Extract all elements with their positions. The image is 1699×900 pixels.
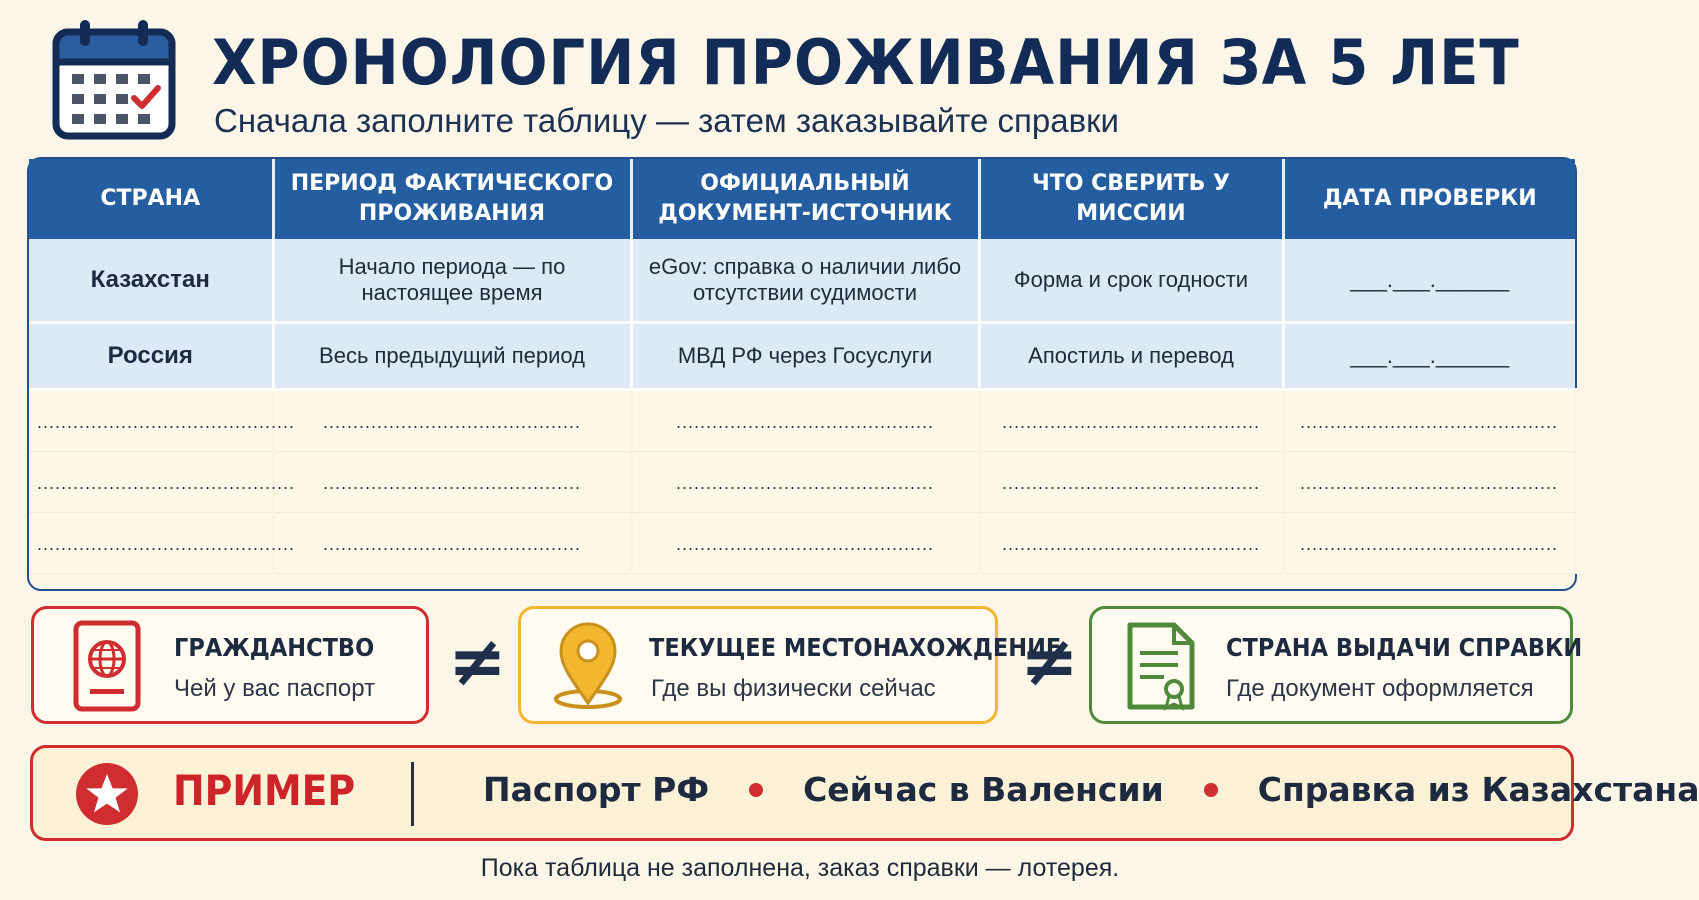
example-items <box>483 770 1699 809</box>
blank-fill: ........................................... <box>322 412 582 432</box>
card-title: ГРАЖДАНСТВО <box>174 633 375 662</box>
blank-cell[interactable] <box>631 513 979 574</box>
blank-cell[interactable] <box>273 513 631 574</box>
table-cell: eGov: справка о наличии либо отсутствии судимости <box>631 239 979 323</box>
blank-cell[interactable] <box>979 513 1283 574</box>
certificate-icon <box>1116 621 1206 711</box>
page-subtitle: Сначала заполните таблицу — затем заказывайте справки <box>214 102 1119 139</box>
blank-fill: ........................................... <box>322 473 582 493</box>
blank-fill: ........................................... <box>1001 534 1261 554</box>
bullet-dot-icon <box>1204 783 1218 797</box>
blank-cell[interactable] <box>979 390 1283 452</box>
blank-cell[interactable] <box>1283 390 1575 452</box>
blank-fill: ........................................... <box>1001 412 1261 432</box>
blank-cell[interactable] <box>273 452 631 513</box>
location-pin-icon <box>543 621 633 711</box>
blank-cell[interactable] <box>29 390 296 452</box>
blank-cell[interactable] <box>1283 452 1575 513</box>
blank-cell[interactable] <box>29 452 296 513</box>
blank-cell[interactable] <box>631 390 979 452</box>
card-subtitle: Где документ оформляется <box>1226 675 1534 702</box>
example-item: Паспорт РФ <box>483 770 710 809</box>
example-item: Сейчас в Валенсии <box>803 770 1164 809</box>
table-cell: Апостиль и перевод <box>979 323 1283 390</box>
blank-fill: ........................................... <box>322 534 582 554</box>
citizenship-card <box>31 606 429 724</box>
header <box>52 14 1552 144</box>
blank-cell[interactable] <box>631 452 979 513</box>
blank-row <box>29 390 1575 452</box>
example-label: ПРИМЕР <box>173 766 356 815</box>
star-badge-icon <box>75 762 139 826</box>
footer-note: Пока таблица не заполнена, заказ справки — лотерея. <box>480 854 1120 882</box>
column-header-source-document: ОФИЦИАЛЬНЫЙ ДОКУМЕНТ-ИСТОЧНИК <box>631 159 979 239</box>
example-banner <box>30 745 1699 841</box>
column-header-country: СТРАНА <box>29 159 273 239</box>
card-title: ТЕКУЩЕЕ МЕСТОНАХОЖДЕНИЕ <box>649 633 1062 662</box>
residence-table <box>27 157 1577 591</box>
card-title: СТРАНА ВЫДАЧИ СПРАВКИ <box>1226 633 1583 662</box>
table-cell: Начало периода — по настоящее время <box>273 239 631 323</box>
table-cell: Весь предыдущий период <box>273 323 631 390</box>
blank-cell[interactable] <box>979 452 1283 513</box>
date-field[interactable]: ___.___.______ <box>1283 239 1575 323</box>
date-field[interactable]: ___.___.______ <box>1283 323 1575 390</box>
table-row <box>29 239 1575 323</box>
blank-fill: ........................................... <box>1299 412 1559 432</box>
table-cell: Казахстан <box>29 239 273 323</box>
table-cell: МВД РФ через Госуслуги <box>631 323 979 390</box>
column-header-check-date: ДАТА ПРОВЕРКИ <box>1283 159 1575 239</box>
calendar-check-icon <box>52 18 176 142</box>
table-row <box>29 323 1575 390</box>
card-subtitle: Где вы физически сейчас <box>651 675 936 702</box>
card-subtitle: Чей у вас паспорт <box>174 675 376 702</box>
blank-fill: ........................................... <box>675 412 935 432</box>
table-header-row <box>29 159 1575 239</box>
page-title: ХРОНОЛОГИЯ ПРОЖИВАНИЯ ЗА 5 ЛЕТ <box>212 26 1520 99</box>
divider <box>411 762 414 826</box>
blank-fill: ........................................... <box>1299 473 1559 493</box>
blank-fill: ........................................... <box>675 473 935 493</box>
passport-icon <box>62 621 152 711</box>
table-cell: Россия <box>29 323 273 390</box>
issuing-country-card <box>1089 606 1583 724</box>
blank-row <box>29 513 1575 574</box>
not-equal-icon: ≠ <box>448 620 507 702</box>
blank-fill: ........................................... <box>37 534 296 554</box>
column-header-check-with-mission: ЧТО СВЕРИТЬ У МИССИИ <box>979 159 1283 239</box>
blank-fill: ........................................... <box>37 473 296 493</box>
example-item: Справка из Казахстана <box>1257 770 1699 809</box>
blank-cell[interactable] <box>273 390 631 452</box>
blank-cell[interactable] <box>29 513 296 574</box>
blank-fill: ........................................... <box>37 412 296 432</box>
bullet-dot-icon <box>749 783 763 797</box>
table-cell: Форма и срок годности <box>979 239 1283 323</box>
column-header-period: ПЕРИОД ФАКТИЧЕСКОГО ПРОЖИВАНИЯ <box>273 159 631 239</box>
blank-fill: ........................................... <box>1001 473 1261 493</box>
current-location-card <box>518 606 1062 724</box>
blank-fill: ........................................... <box>1299 534 1559 554</box>
not-equal-icon: ≠ <box>1020 620 1079 702</box>
blank-row <box>29 452 1575 513</box>
blank-fill: ........................................... <box>675 534 935 554</box>
blank-cell[interactable] <box>1283 513 1575 574</box>
